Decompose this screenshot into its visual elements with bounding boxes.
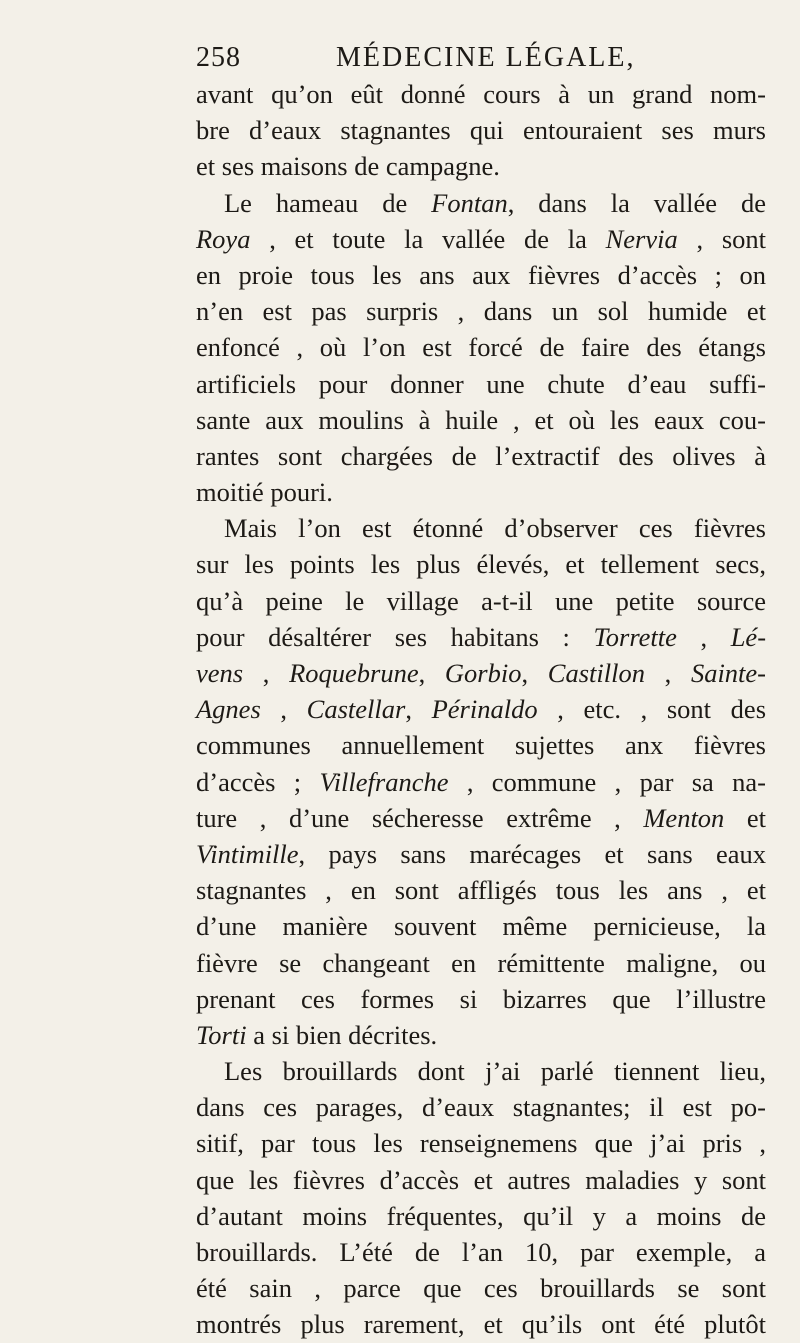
text-segment: , [243,658,290,688]
italic-text: Torti [196,1019,247,1050]
text-segment: fièvre se changeant en rémittente maligne, ou [196,947,766,978]
text-line [196,148,766,184]
text-line [196,727,766,763]
text-segment: sante aux moulins à huile , et où les eaux cou- [196,404,766,435]
text-line [196,293,766,329]
text-line [196,1017,766,1053]
text-segment: , etc. , sont des [537,694,767,725]
text-line [196,691,766,727]
text-line [196,329,766,365]
text-line [196,583,766,619]
text-segment: communes annuellement sujettes anx fièvres [196,730,766,761]
text-segment: avant qu’on eût donné cours à un grand nom- [196,79,766,109]
text-segment: que les fièvres d’accès et autres maladies y sont [196,1164,766,1195]
text-segment: d’une manière souvent même pernicieuse, la [196,911,766,942]
text-segment: , [676,621,731,652]
text-segment: prenant ces formes si bizarres que l’illustre [196,983,766,1014]
text-segment: bre d’eaux stagnantes qui entouraient ses murs [196,115,766,146]
text-line [196,402,766,438]
text-segment: , [260,694,307,725]
text-segment: , dans la vallée de [507,187,766,218]
text-line [196,1125,766,1161]
text-line [196,510,766,546]
text-line [196,1198,766,1234]
text-segment: et ses maisons de campagne. [196,151,500,182]
text-line [196,908,766,944]
text-segment: en proie tous les ans aux fièvres d’accès ; on [196,259,766,290]
text-line [196,981,766,1017]
text-segment: , [405,694,432,725]
text-line [196,800,766,836]
text-segment: stagnantes , en sont affligés tous les ans , et [196,875,766,906]
text-line [196,1234,766,1270]
italic-text: vens [196,658,244,688]
text-segment: brouillards. L’été de l’an 10, par exemple, a [196,1237,766,1267]
italic-text: Gorbio [444,658,522,688]
italic-text: Vintimille [196,838,299,869]
italic-text: Lé- [730,621,767,652]
italic-text: Sainte- [690,658,766,688]
text-segment: moitié pouri. [196,477,333,508]
text-line [196,945,766,981]
text-segment: montrés plus rarement, et qu’ils ont été plutôt [196,1309,766,1340]
text-segment: Mais l’on est étonné d’observer ces fièvres [224,513,766,544]
text-line [196,1162,766,1198]
page-number: 258 [196,42,241,73]
italic-text: Torrette [593,621,677,652]
text-segment: qu’à peine le village a-t-il une petite source [196,585,766,616]
text-segment: , [418,658,445,688]
text-segment: ture , d’une sécheresse extrême , [196,802,644,833]
italic-text: Castellar [306,694,406,725]
text-line [196,1270,766,1306]
text-segment: , [521,658,548,688]
text-segment: enfoncé , où l’on est forcé de faire des étangs [196,332,766,363]
text-line [196,76,766,112]
text-segment: artificiels pour donner une chute d’eau suffi- [196,368,766,399]
text-line [196,366,766,402]
text-segment: Le hameau de [224,187,432,218]
text-line [196,1306,766,1342]
text-line [196,1089,766,1125]
italic-text: Agnes [196,694,261,725]
text-segment: , et toute la vallée de la [250,223,606,254]
text-segment: n’en est pas surpris , dans un sol humide et [196,296,766,327]
italic-text: Périnaldo [431,694,538,725]
body-text [196,76,766,1343]
text-segment: , pays sans marécages et sans eaux [298,838,766,869]
text-line [196,836,766,872]
text-segment: d’autant moins fréquentes, qu’il y a moins de [196,1200,766,1231]
text-line [196,112,766,148]
text-segment: Les brouillards dont j’ai parlé tiennent lieu, [224,1056,766,1087]
text-segment: pour désaltérer ses habitans : [196,621,594,652]
italic-text: Castillon [547,658,645,688]
text-line [196,221,766,257]
text-segment: d’accès ; [196,766,320,797]
text-line [196,257,766,293]
italic-text: Nervia [605,223,678,254]
text-segment: dans ces parages, d’eaux stagnantes; il est po- [196,1092,766,1123]
italic-text: Menton [643,802,725,833]
text-line [196,872,766,908]
text-segment: a si bien décrites. [246,1019,438,1050]
text-line [196,546,766,582]
text-segment: , commune , par sa na- [448,766,766,797]
text-segment: sur les points les plus élevés, et tellement secs, [196,549,766,580]
text-segment: et [724,802,767,833]
text-segment: rantes sont chargées de l’extractif des olives à [196,440,766,471]
text-segment: , sont [677,223,766,254]
text-line [196,474,766,510]
italic-text: Roya [196,223,251,254]
text-line [196,1053,766,1089]
italic-text: Fontan [431,187,508,218]
text-segment: été sain , parce que ces brouillards se sont [196,1273,766,1304]
text-segment: , [644,658,691,688]
text-line [196,438,766,474]
italic-text: Villefranche [319,766,449,797]
text-line [196,185,766,221]
text-line [196,764,766,800]
text-segment: sitif, par tous les renseignemens que j’ai pris , [196,1128,766,1159]
running-title: MÉDECINE LÉGALE, [336,42,636,73]
text-line [196,655,766,691]
italic-text: Roquebrune [289,658,419,688]
text-line [196,619,766,655]
